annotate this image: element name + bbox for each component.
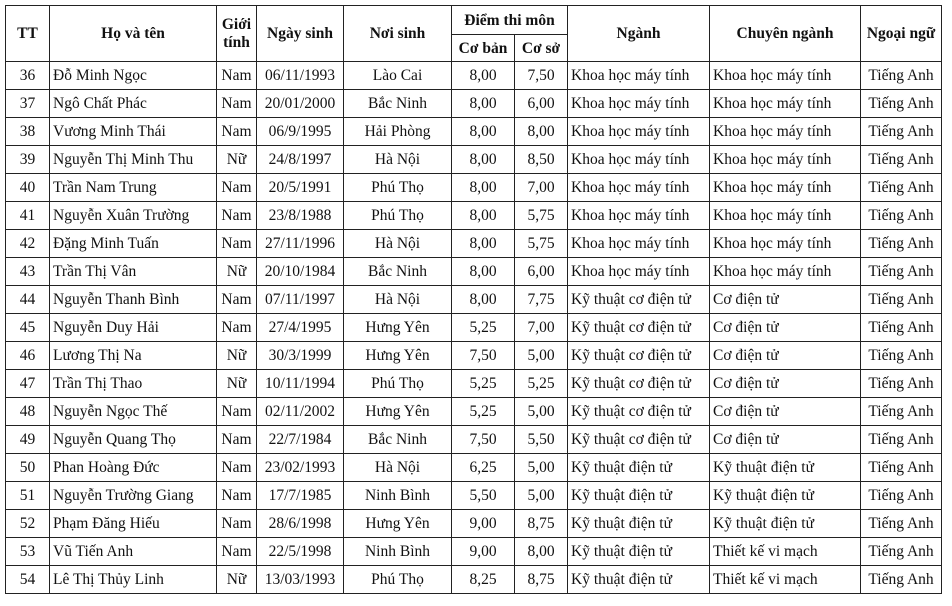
cell-foundation-score: 7,50	[515, 62, 568, 90]
cell-birthplace: Bắc Ninh	[344, 258, 452, 286]
cell-date-of-birth: 27/11/1996	[257, 230, 344, 258]
cell-row-number: 46	[6, 342, 50, 370]
table-row	[6, 454, 942, 482]
cell-date-of-birth: 06/11/1993	[257, 62, 344, 90]
cell-foundation-score: 5,00	[515, 398, 568, 426]
cell-major: Kỹ thuật cơ điện tử	[568, 426, 710, 454]
cell-full-name: Đỗ Minh Ngọc	[50, 62, 217, 90]
cell-basic-score: 8,00	[452, 174, 515, 202]
cell-foreign-language: Tiếng Anh	[861, 398, 942, 426]
cell-birthplace: Phú Thọ	[344, 370, 452, 398]
cell-foundation-score: 5,50	[515, 426, 568, 454]
header-gender	[217, 6, 257, 62]
cell-full-name: Nguyễn Trường Giang	[50, 482, 217, 510]
cell-date-of-birth: 27/4/1995	[257, 314, 344, 342]
table-row	[6, 510, 942, 538]
table-row	[6, 566, 942, 594]
cell-gender: Nam	[217, 62, 257, 90]
cell-major: Kỹ thuật cơ điện tử	[568, 398, 710, 426]
cell-specialization: Cơ điện tử	[710, 314, 861, 342]
cell-basic-score: 8,00	[452, 286, 515, 314]
table-row	[6, 174, 942, 202]
cell-row-number: 43	[6, 258, 50, 286]
cell-birthplace: Hải Phòng	[344, 118, 452, 146]
cell-foundation-score: 5,75	[515, 202, 568, 230]
cell-row-number: 49	[6, 426, 50, 454]
header-tt: TT	[6, 6, 50, 62]
cell-gender: Nam	[217, 202, 257, 230]
header-birthplace: Nơi sinh	[344, 6, 452, 62]
cell-birthplace: Hưng Yên	[344, 510, 452, 538]
cell-major: Kỹ thuật cơ điện tử	[568, 370, 710, 398]
header-basic-score: Cơ bản	[452, 35, 515, 62]
header-name: Họ và tên	[50, 6, 217, 62]
cell-gender: Nam	[217, 118, 257, 146]
cell-major: Khoa học máy tính	[568, 258, 710, 286]
cell-row-number: 53	[6, 538, 50, 566]
cell-gender: Nam	[217, 510, 257, 538]
cell-row-number: 47	[6, 370, 50, 398]
cell-foundation-score: 5,75	[515, 230, 568, 258]
cell-foreign-language: Tiếng Anh	[861, 230, 942, 258]
cell-foreign-language: Tiếng Anh	[861, 202, 942, 230]
cell-major: Khoa học máy tính	[568, 118, 710, 146]
cell-full-name: Nguyễn Duy Hải	[50, 314, 217, 342]
cell-gender: Nữ	[217, 146, 257, 174]
cell-foreign-language: Tiếng Anh	[861, 426, 942, 454]
cell-major: Khoa học máy tính	[568, 202, 710, 230]
cell-major: Khoa học máy tính	[568, 174, 710, 202]
cell-birthplace: Bắc Ninh	[344, 90, 452, 118]
cell-date-of-birth: 24/8/1997	[257, 146, 344, 174]
cell-gender: Nữ	[217, 342, 257, 370]
cell-full-name: Vương Minh Thái	[50, 118, 217, 146]
cell-basic-score: 5,25	[452, 370, 515, 398]
cell-foreign-language: Tiếng Anh	[861, 62, 942, 90]
cell-full-name: Vũ Tiến Anh	[50, 538, 217, 566]
cell-row-number: 36	[6, 62, 50, 90]
cell-row-number: 39	[6, 146, 50, 174]
cell-foreign-language: Tiếng Anh	[861, 90, 942, 118]
cell-row-number: 51	[6, 482, 50, 510]
cell-foreign-language: Tiếng Anh	[861, 118, 942, 146]
cell-major: Kỹ thuật điện tử	[568, 566, 710, 594]
cell-birthplace: Hà Nội	[344, 286, 452, 314]
cell-foreign-language: Tiếng Anh	[861, 370, 942, 398]
cell-date-of-birth: 23/02/1993	[257, 454, 344, 482]
table-row	[6, 146, 942, 174]
cell-major: Kỹ thuật cơ điện tử	[568, 314, 710, 342]
cell-full-name: Đặng Minh Tuấn	[50, 230, 217, 258]
cell-full-name: Nguyễn Thị Minh Thu	[50, 146, 217, 174]
table-row	[6, 342, 942, 370]
table-row	[6, 62, 942, 90]
cell-major: Kỹ thuật điện tử	[568, 538, 710, 566]
cell-foundation-score: 5,00	[515, 454, 568, 482]
table-body	[6, 62, 942, 594]
cell-specialization: Thiết kế vi mạch	[710, 538, 861, 566]
cell-foreign-language: Tiếng Anh	[861, 538, 942, 566]
cell-specialization: Kỹ thuật điện tử	[710, 510, 861, 538]
cell-major: Khoa học máy tính	[568, 230, 710, 258]
cell-birthplace: Hưng Yên	[344, 398, 452, 426]
cell-specialization: Cơ điện tử	[710, 286, 861, 314]
cell-specialization: Khoa học máy tính	[710, 146, 861, 174]
cell-gender: Nam	[217, 454, 257, 482]
cell-specialization: Khoa học máy tính	[710, 174, 861, 202]
header-dob: Ngày sinh	[257, 6, 344, 62]
table-row	[6, 398, 942, 426]
cell-date-of-birth: 23/8/1988	[257, 202, 344, 230]
cell-birthplace: Hà Nội	[344, 454, 452, 482]
cell-specialization: Cơ điện tử	[710, 426, 861, 454]
cell-foundation-score: 8,75	[515, 566, 568, 594]
candidate-table	[5, 5, 942, 594]
cell-basic-score: 6,25	[452, 454, 515, 482]
cell-date-of-birth: 22/7/1984	[257, 426, 344, 454]
cell-basic-score: 8,00	[452, 230, 515, 258]
cell-foundation-score: 8,75	[515, 510, 568, 538]
cell-gender: Nam	[217, 538, 257, 566]
cell-foreign-language: Tiếng Anh	[861, 314, 942, 342]
cell-basic-score: 7,50	[452, 342, 515, 370]
table-row	[6, 426, 942, 454]
cell-full-name: Trần Thị Vân	[50, 258, 217, 286]
cell-row-number: 42	[6, 230, 50, 258]
table-row	[6, 370, 942, 398]
cell-birthplace: Ninh Bình	[344, 538, 452, 566]
cell-foundation-score: 8,00	[515, 538, 568, 566]
cell-row-number: 44	[6, 286, 50, 314]
cell-gender: Nam	[217, 314, 257, 342]
cell-gender: Nam	[217, 90, 257, 118]
cell-basic-score: 5,25	[452, 398, 515, 426]
cell-basic-score: 5,25	[452, 314, 515, 342]
cell-birthplace: Lào Cai	[344, 62, 452, 90]
cell-major: Kỹ thuật điện tử	[568, 510, 710, 538]
cell-gender: Nữ	[217, 258, 257, 286]
table-row	[6, 482, 942, 510]
cell-row-number: 54	[6, 566, 50, 594]
cell-foundation-score: 7,75	[515, 286, 568, 314]
cell-foundation-score: 8,00	[515, 118, 568, 146]
cell-gender: Nữ	[217, 370, 257, 398]
cell-row-number: 41	[6, 202, 50, 230]
cell-full-name: Nguyễn Quang Thọ	[50, 426, 217, 454]
cell-foundation-score: 6,00	[515, 258, 568, 286]
cell-row-number: 37	[6, 90, 50, 118]
cell-specialization: Thiết kế vi mạch	[710, 566, 861, 594]
cell-date-of-birth: 17/7/1985	[257, 482, 344, 510]
cell-row-number: 38	[6, 118, 50, 146]
cell-basic-score: 8,00	[452, 146, 515, 174]
cell-full-name: Lương Thị Na	[50, 342, 217, 370]
cell-date-of-birth: 10/11/1994	[257, 370, 344, 398]
header-row	[6, 6, 942, 35]
table-row	[6, 286, 942, 314]
cell-foundation-score: 8,50	[515, 146, 568, 174]
cell-gender: Nữ	[217, 566, 257, 594]
cell-date-of-birth: 28/6/1998	[257, 510, 344, 538]
cell-row-number: 45	[6, 314, 50, 342]
cell-date-of-birth: 13/03/1993	[257, 566, 344, 594]
cell-row-number: 52	[6, 510, 50, 538]
cell-specialization: Kỹ thuật điện tử	[710, 482, 861, 510]
cell-foreign-language: Tiếng Anh	[861, 510, 942, 538]
header-gender-line1: Giới	[221, 15, 252, 33]
cell-major: Kỹ thuật điện tử	[568, 454, 710, 482]
cell-gender: Nam	[217, 426, 257, 454]
cell-basic-score: 8,00	[452, 118, 515, 146]
header-foreign-language: Ngoại ngữ	[861, 6, 942, 62]
cell-major: Khoa học máy tính	[568, 146, 710, 174]
cell-row-number: 50	[6, 454, 50, 482]
cell-full-name: Phạm Đăng Hiếu	[50, 510, 217, 538]
cell-birthplace: Phú Thọ	[344, 566, 452, 594]
cell-full-name: Trần Nam Trung	[50, 174, 217, 202]
cell-birthplace: Ninh Bình	[344, 482, 452, 510]
cell-foreign-language: Tiếng Anh	[861, 566, 942, 594]
cell-foreign-language: Tiếng Anh	[861, 146, 942, 174]
cell-date-of-birth: 20/01/2000	[257, 90, 344, 118]
cell-basic-score: 8,25	[452, 566, 515, 594]
header-foundation-score: Cơ sở	[515, 35, 568, 62]
table-row	[6, 230, 942, 258]
cell-foundation-score: 7,00	[515, 314, 568, 342]
cell-date-of-birth: 30/3/1999	[257, 342, 344, 370]
cell-birthplace: Hà Nội	[344, 146, 452, 174]
cell-foreign-language: Tiếng Anh	[861, 174, 942, 202]
cell-date-of-birth: 06/9/1995	[257, 118, 344, 146]
table-row	[6, 314, 942, 342]
cell-date-of-birth: 07/11/1997	[257, 286, 344, 314]
cell-major: Kỹ thuật cơ điện tử	[568, 342, 710, 370]
cell-foundation-score: 5,25	[515, 370, 568, 398]
cell-specialization: Khoa học máy tính	[710, 62, 861, 90]
header-exam-scores: Điểm thi môn	[452, 6, 568, 35]
cell-basic-score: 8,00	[452, 62, 515, 90]
cell-specialization: Khoa học máy tính	[710, 258, 861, 286]
cell-gender: Nam	[217, 174, 257, 202]
cell-foundation-score: 7,00	[515, 174, 568, 202]
cell-date-of-birth: 20/5/1991	[257, 174, 344, 202]
cell-row-number: 40	[6, 174, 50, 202]
table-row	[6, 202, 942, 230]
cell-date-of-birth: 02/11/2002	[257, 398, 344, 426]
cell-basic-score: 9,00	[452, 538, 515, 566]
header-gender-line2: tính	[223, 33, 250, 51]
cell-specialization: Khoa học máy tính	[710, 202, 861, 230]
cell-basic-score: 8,00	[452, 258, 515, 286]
cell-gender: Nam	[217, 398, 257, 426]
cell-basic-score: 8,00	[452, 202, 515, 230]
header-major: Ngành	[568, 6, 710, 62]
cell-specialization: Khoa học máy tính	[710, 230, 861, 258]
cell-major: Khoa học máy tính	[568, 90, 710, 118]
cell-foreign-language: Tiếng Anh	[861, 454, 942, 482]
cell-basic-score: 5,50	[452, 482, 515, 510]
cell-specialization: Kỹ thuật điện tử	[710, 454, 861, 482]
cell-full-name: Nguyễn Ngọc Thế	[50, 398, 217, 426]
cell-specialization: Cơ điện tử	[710, 398, 861, 426]
cell-full-name: Lê Thị Thủy Linh	[50, 566, 217, 594]
cell-basic-score: 7,50	[452, 426, 515, 454]
cell-full-name: Ngô Chất Phác	[50, 90, 217, 118]
cell-foreign-language: Tiếng Anh	[861, 482, 942, 510]
cell-row-number: 48	[6, 398, 50, 426]
cell-full-name: Trần Thị Thao	[50, 370, 217, 398]
cell-specialization: Cơ điện tử	[710, 342, 861, 370]
cell-basic-score: 8,00	[452, 90, 515, 118]
cell-full-name: Phan Hoàng Đức	[50, 454, 217, 482]
table-row	[6, 118, 942, 146]
header-specialization: Chuyên ngành	[710, 6, 861, 62]
cell-birthplace: Phú Thọ	[344, 202, 452, 230]
cell-specialization: Khoa học máy tính	[710, 90, 861, 118]
cell-gender: Nam	[217, 286, 257, 314]
table-row	[6, 90, 942, 118]
cell-full-name: Nguyễn Thanh Bình	[50, 286, 217, 314]
cell-birthplace: Hưng Yên	[344, 342, 452, 370]
cell-birthplace: Phú Thọ	[344, 174, 452, 202]
cell-specialization: Khoa học máy tính	[710, 118, 861, 146]
cell-basic-score: 9,00	[452, 510, 515, 538]
cell-foundation-score: 6,00	[515, 90, 568, 118]
cell-foreign-language: Tiếng Anh	[861, 342, 942, 370]
cell-foundation-score: 5,00	[515, 342, 568, 370]
cell-birthplace: Hưng Yên	[344, 314, 452, 342]
cell-date-of-birth: 22/5/1998	[257, 538, 344, 566]
cell-major: Khoa học máy tính	[568, 62, 710, 90]
table-row	[6, 538, 942, 566]
cell-birthplace: Bắc Ninh	[344, 426, 452, 454]
cell-gender: Nam	[217, 230, 257, 258]
cell-birthplace: Hà Nội	[344, 230, 452, 258]
cell-major: Kỹ thuật điện tử	[568, 482, 710, 510]
cell-gender: Nam	[217, 482, 257, 510]
cell-date-of-birth: 20/10/1984	[257, 258, 344, 286]
cell-foreign-language: Tiếng Anh	[861, 258, 942, 286]
cell-full-name: Nguyễn Xuân Trường	[50, 202, 217, 230]
table-row	[6, 258, 942, 286]
cell-specialization: Cơ điện tử	[710, 370, 861, 398]
cell-foundation-score: 5,00	[515, 482, 568, 510]
cell-major: Kỹ thuật cơ điện tử	[568, 286, 710, 314]
cell-foreign-language: Tiếng Anh	[861, 286, 942, 314]
